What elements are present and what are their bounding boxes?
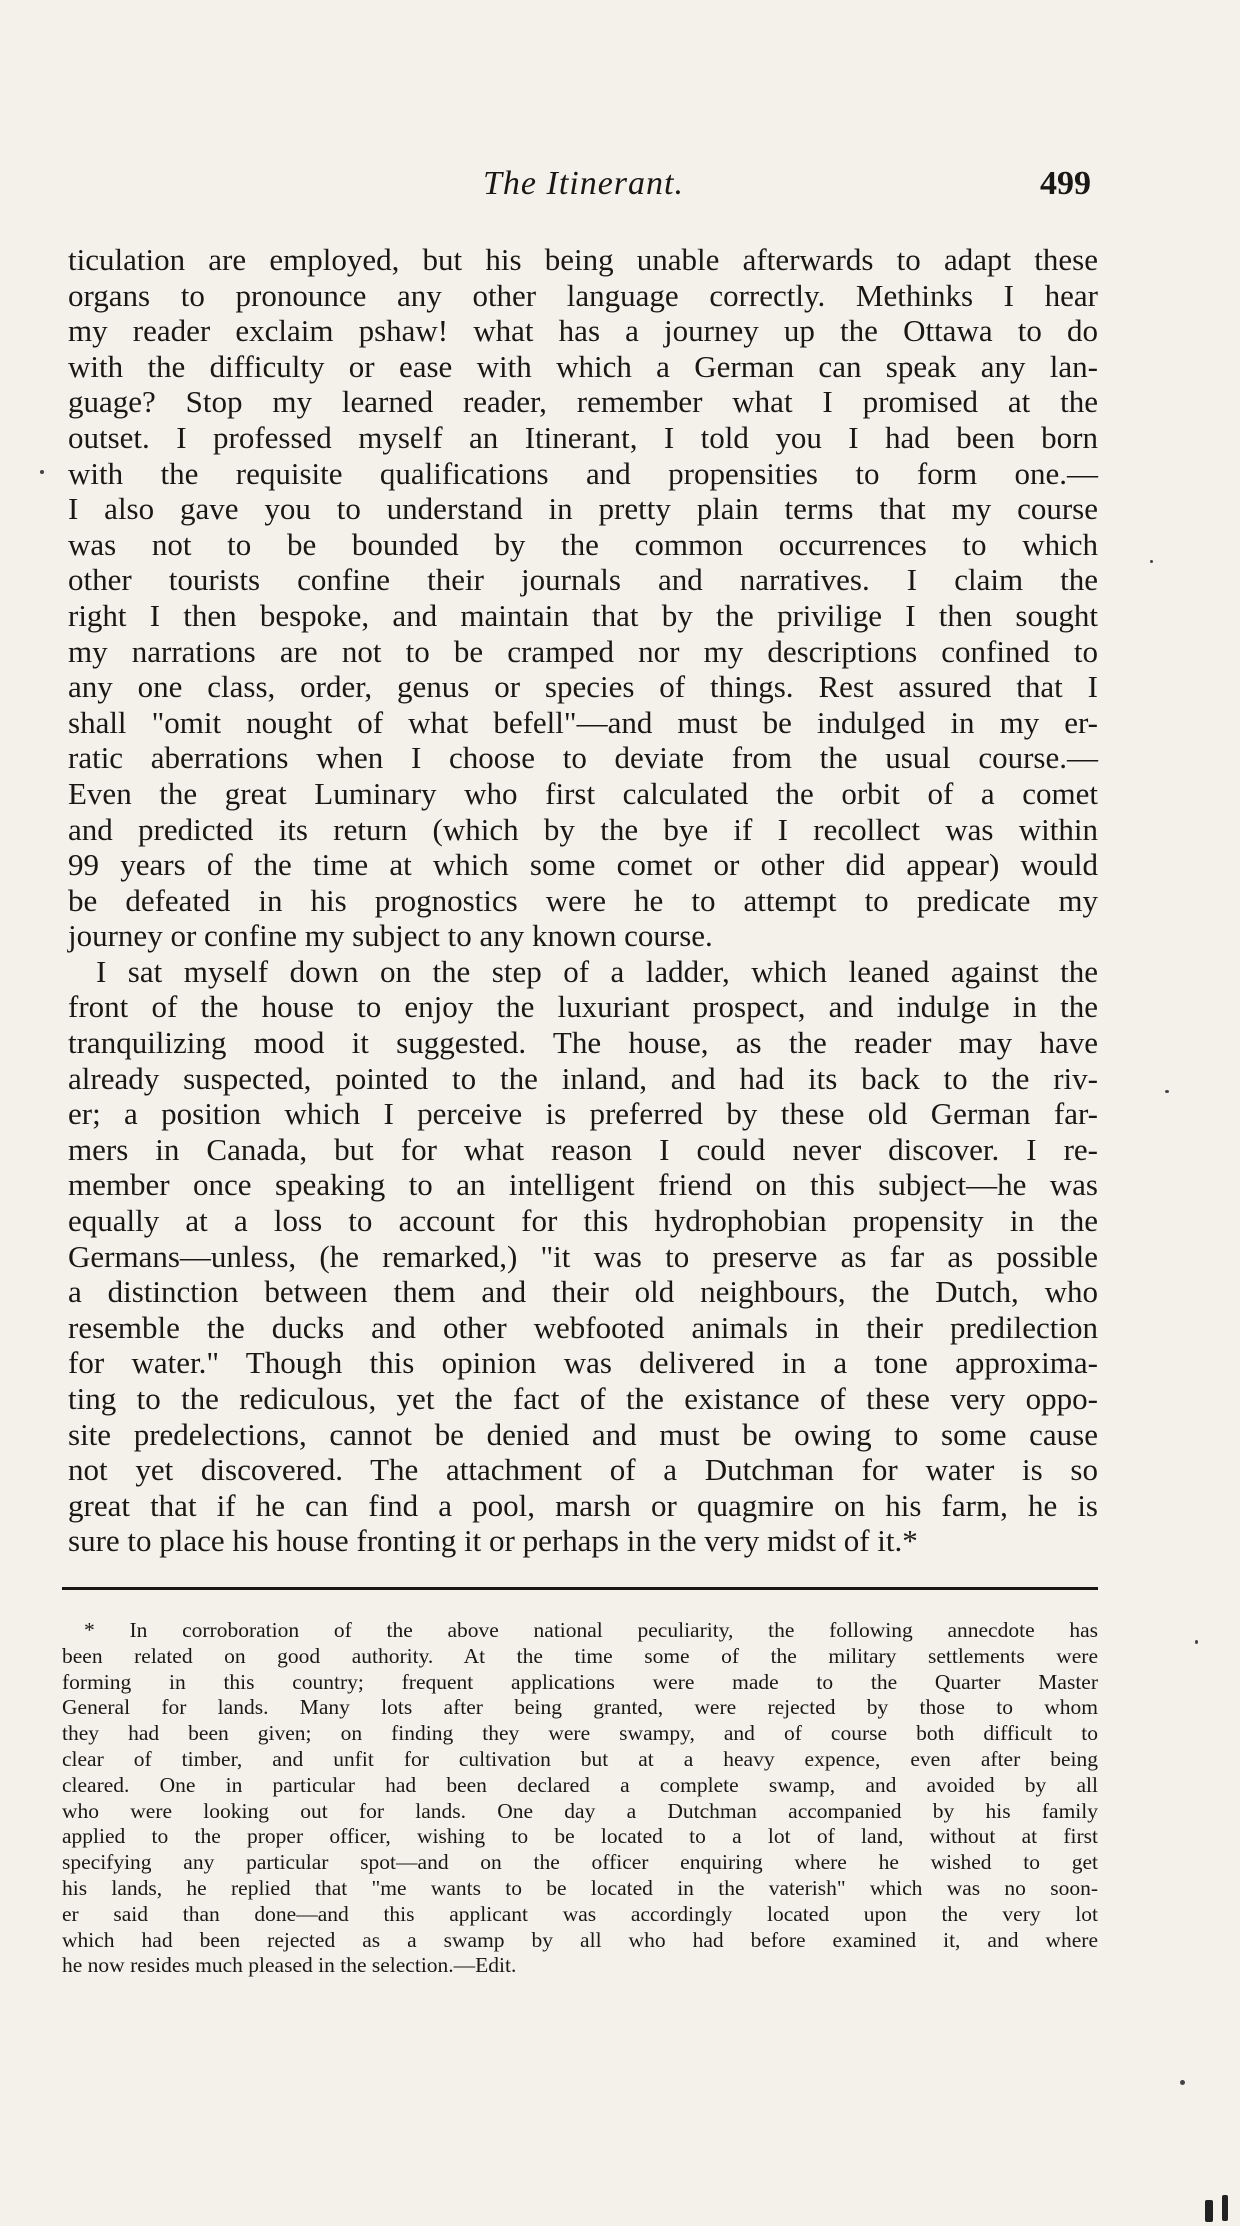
footnote-line: been related on good authority. At the time some of the military settlements were [62, 1643, 1098, 1668]
body-line: any one class, order, genus or species of things. Rest assured that I [68, 669, 1098, 705]
body-line: site predelections, cannot be denied and must be owing to some cause [68, 1416, 1098, 1452]
body-line: my reader exclaim pshaw! what has a journey up the Ottawa to do [68, 313, 1098, 349]
body-line: already suspected, pointed to the inland, and had its back to the riv- [68, 1060, 1098, 1096]
body-line: with the difficulty or ease with which a German can speak any lan- [68, 348, 1098, 384]
footnote-line: which had been rejected as a swamp by all who had before examined it, and where [62, 1927, 1098, 1952]
scan-speck [1195, 1640, 1198, 1644]
body-line: ticulation are employed, but his being unable afterwards to adapt these [68, 242, 1098, 277]
body-line: be defeated in his prognostics were he to attempt to predicate my [68, 882, 1098, 918]
footnote-line: he now resides much pleased in the selection.—Edit. [62, 1953, 517, 1978]
body-line: ting to the rediculous, yet the fact of the existance of these very oppo- [68, 1381, 1098, 1416]
body-line: with the requisite qualifications and propensities to form one.— [68, 455, 1098, 491]
body-line: equally at a loss to account for this hydrophobian propensity in the [68, 1203, 1098, 1239]
page-header [0, 165, 1240, 215]
body-line: shall "omit nought of what befell"—and must be indulged in my er- [68, 704, 1098, 740]
body-line: great that if he can find a pool, marsh or quagmire on his farm, he is [68, 1487, 1098, 1523]
scan-speck [1222, 2195, 1228, 2221]
body-line: outset. I professed myself an Itinerant, I told you I had been born [68, 419, 1098, 455]
page-number: 499 [1040, 165, 1091, 202]
footnote-line: his lands, he replied that "me wants to be located in the vaterish" which was no soon- [62, 1875, 1098, 1900]
footnote-line: General for lands. Many lots after being granted, were rejected by those to whom [62, 1695, 1098, 1720]
scan-speck [40, 470, 44, 474]
body-line: other tourists confine their journals and narratives. I claim the [68, 562, 1098, 598]
body-line: for water." Though this opinion was delivered in a tone approxima- [68, 1345, 1098, 1381]
body-line: and predicted its return (which by the bye if I recollect was within [68, 811, 1098, 847]
body-line: was not to be bounded by the common occurrences to which [68, 526, 1098, 562]
scan-speck [1205, 2200, 1213, 2222]
body-line: tranquilizing mood it suggested. The house, as the reader may have [68, 1025, 1098, 1061]
footnote-line: forming in this country; frequent applications were made to the Quarter Master [62, 1669, 1098, 1694]
body-line: right I then bespoke, and maintain that by the privilige I then sought [68, 597, 1098, 633]
body-line: mers in Canada, but for what reason I could never discover. I re- [68, 1131, 1098, 1167]
body-line: ratic aberrations when I choose to deviate from the usual course.— [68, 740, 1098, 776]
body-line: 99 years of the time at which some comet or other did appear) would [68, 847, 1098, 883]
footnote-line: er said than done—and this applicant was accordingly located upon the very lot [62, 1901, 1098, 1926]
body-line: a distinction between them and their old neighbours, the Dutch, who [68, 1274, 1098, 1310]
footnote-line: specifying any particular spot—and on the officer enquiring where he wished to get [62, 1850, 1098, 1875]
body-line: journey or confine my subject to any known course. [68, 918, 713, 954]
footnote-line: clear of timber, and unfit for cultivation but at a heavy expence, even after being [62, 1746, 1098, 1771]
footnote-rule [62, 1587, 1098, 1590]
body-line: organs to pronounce any other language correctly. Methinks I hear [68, 277, 1098, 313]
body-line: I sat myself down on the step of a ladder, which leaned against the [96, 953, 1098, 989]
body-line: not yet discovered. The attachment of a Dutchman for water is so [68, 1452, 1098, 1488]
footnote-line: they had been given; on finding they were swampy, and of course both difficult to [62, 1721, 1098, 1746]
body-line: er; a position which I perceive is preferred by these old German far- [68, 1096, 1098, 1132]
scan-speck [1150, 560, 1153, 563]
body-line: sure to place his house fronting it or perhaps in the very midst of it.* [68, 1523, 918, 1559]
body-line: my narrations are not to be cramped nor my descriptions confined to [68, 633, 1098, 669]
scan-speck [1165, 1090, 1169, 1093]
body-text [68, 242, 1098, 1559]
body-line: Germans—unless, (he remarked,) "it was to preserve as far as possible [68, 1238, 1098, 1274]
body-line: front of the house to enjoy the luxuriant prospect, and indulge in the [68, 989, 1098, 1025]
running-title: The Itinerant. [483, 165, 684, 202]
footnote [62, 1618, 1098, 1979]
body-line: Even the great Luminary who first calculated the orbit of a comet [68, 775, 1098, 811]
body-line: guage? Stop my learned reader, remember what I promised at the [68, 384, 1098, 420]
footnote-line: applied to the proper officer, wishing to be located to a lot of land, without at first [62, 1824, 1098, 1849]
body-line: I also gave you to understand in pretty plain terms that my course [68, 491, 1098, 527]
scan-speck [1180, 2080, 1185, 2085]
body-line: member once speaking to an intelligent friend on this subject—he was [68, 1167, 1098, 1203]
body-line: resemble the ducks and other webfooted animals in their predilection [68, 1309, 1098, 1345]
footnote-line: * In corroboration of the above national peculiarity, the following annecdote has [84, 1618, 1098, 1642]
footnote-line: cleared. One in particular had been declared a complete swamp, and avoided by all [62, 1772, 1098, 1797]
footnote-line: who were looking out for lands. One day a Dutchman accompanied by his family [62, 1798, 1098, 1823]
